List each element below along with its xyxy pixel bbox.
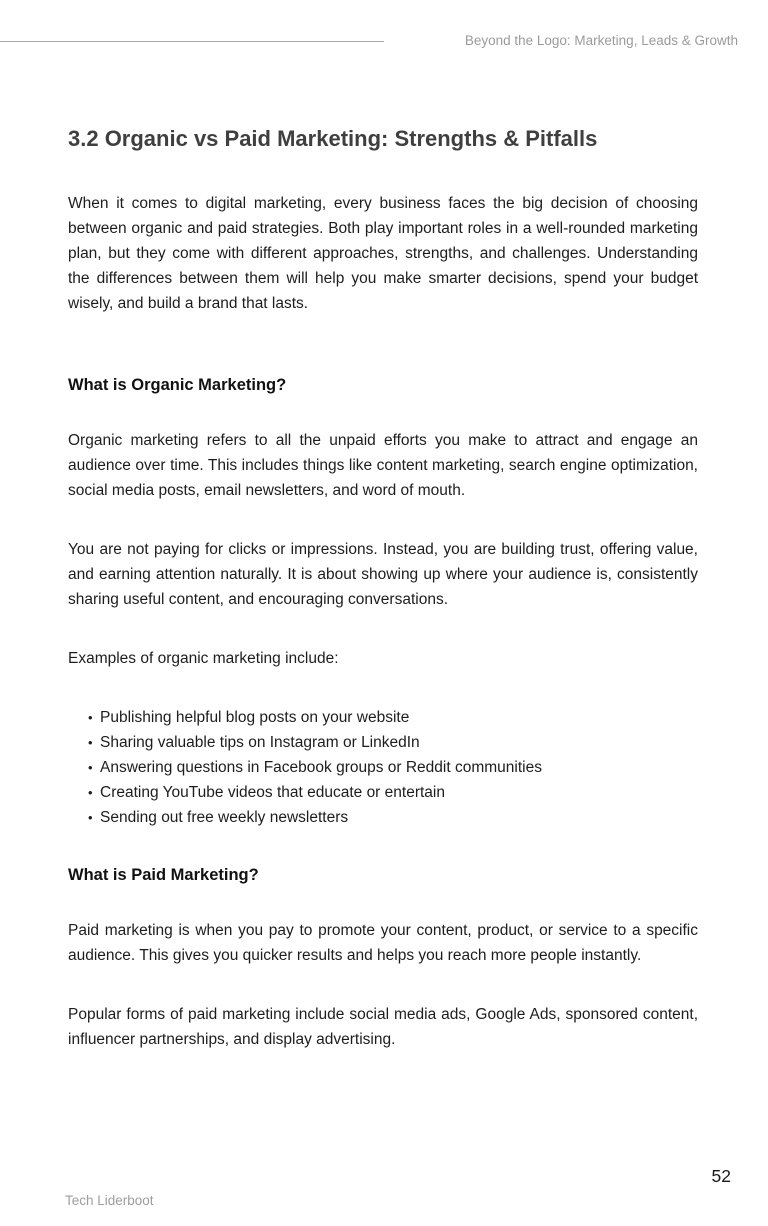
body-paragraph: Examples of organic marketing include: [68, 650, 339, 667]
list-item: • Publishing helpful blog posts on your website [68, 705, 698, 730]
list-item: • Sharing valuable tips on Instagram or LinkedIn [68, 730, 698, 755]
footer-brand: Tech Liderboot [65, 1193, 154, 1208]
body-paragraph: Popular forms of paid marketing include social media ads, Google Ads, sponsored content, influencer partnerships, and display advertising. [68, 1006, 698, 1048]
body-paragraph: Organic marketing refers to all the unpaid efforts you make to attract and engage an audience over time. This includes things like content marketing, search engine optimization, social media posts, email newsletters, and word of mouth. [68, 432, 698, 499]
list-item: • Answering questions in Facebook groups or Reddit communities [68, 755, 698, 780]
page-content [68, 0, 698, 1086]
running-header-title: Beyond the Logo: Marketing, Leads & Growth [464, 33, 738, 48]
intro-paragraph: When it comes to digital marketing, every business faces the big decision of choosing between organic and paid strategies. Both play important roles in a well-rounded marketing plan, but they come with different approaches, strengths, and challenges. Understanding the differences between them will help you make smarter decisions, spend your budget wisely, and build a brand that lasts. [68, 195, 698, 312]
page-title: 3.2 Organic vs Paid Marketing: Strengths & Pitfalls [68, 126, 598, 151]
body-paragraph: Paid marketing is when you pay to promote your content, product, or service to a specific audience. This gives you quicker results and helps you reach more people instantly. [68, 922, 698, 964]
section-heading-organic: What is Organic Marketing? [68, 376, 287, 394]
page-number: 52 [711, 1166, 731, 1186]
list-item: • Sending out free weekly newsletters [68, 805, 698, 830]
list-item: • Creating YouTube videos that educate or entertain [68, 780, 698, 805]
body-paragraph: You are not paying for clicks or impressions. Instead, you are building trust, offering value, and earning attention naturally. It is about showing up where your audience is, consistently sharing useful content, and encouraging conversations. [68, 541, 698, 608]
organic-examples-list [68, 705, 698, 830]
section-heading-paid: What is Paid Marketing? [68, 866, 259, 884]
